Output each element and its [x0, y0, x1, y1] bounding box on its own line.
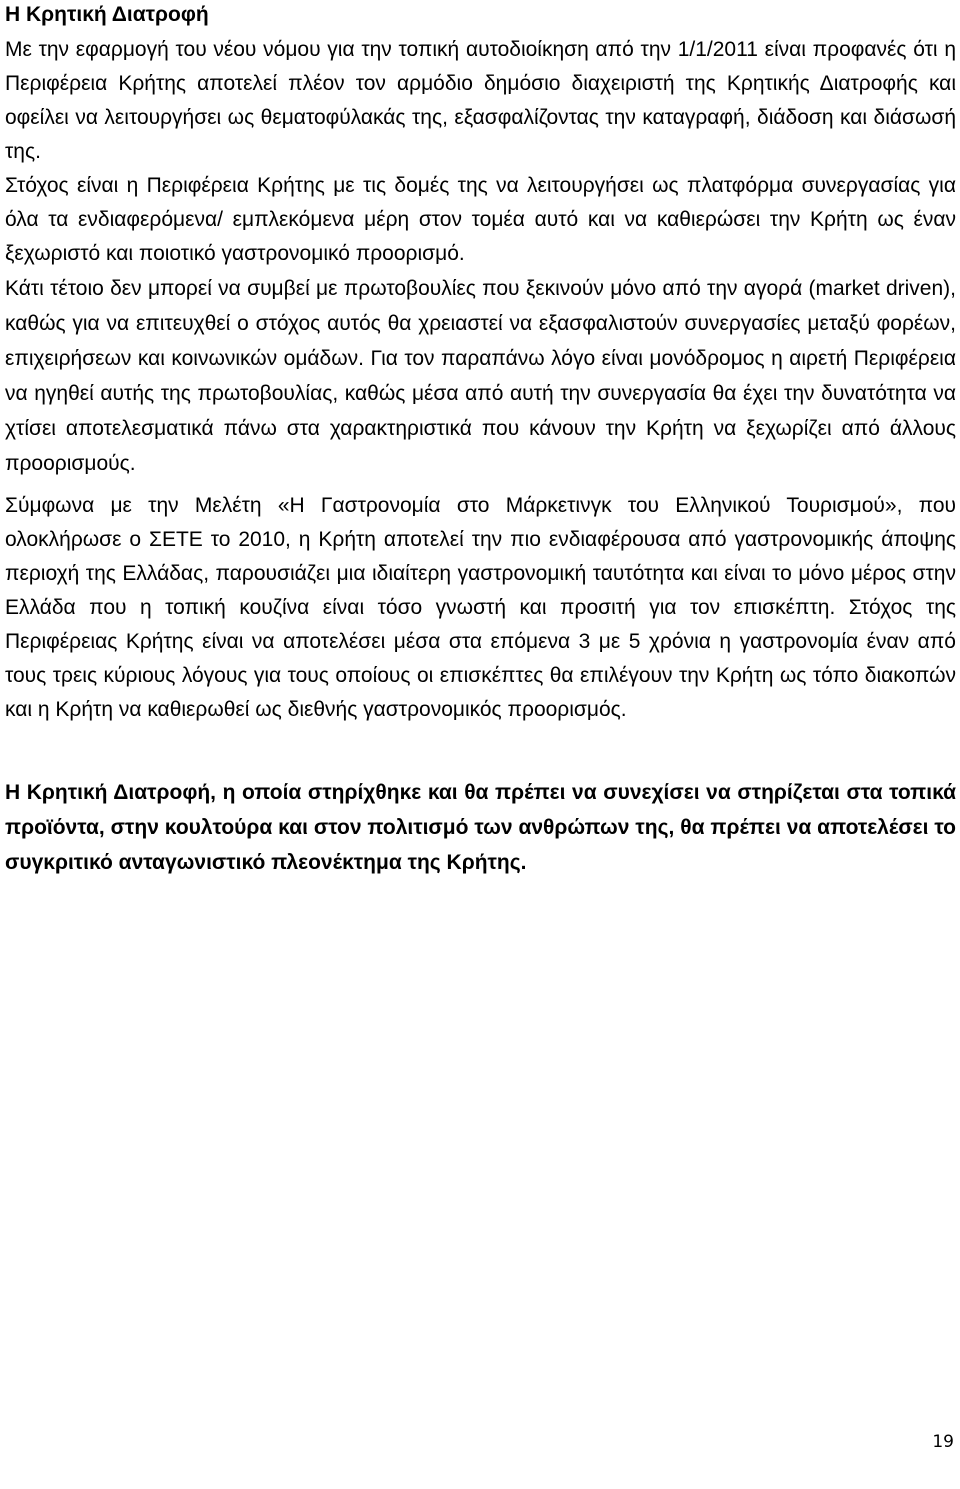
- section-heading: Η Κρητική Διατροφή: [5, 3, 209, 26]
- paragraph-market: Κάτι τέτοιο δεν μπορεί να συμβεί με πρωτοβουλίες που ξεκινούν μόνο από την αγορά (market driven), καθώς για να επιτευχθεί ο στόχος αυτός θα χρειαστεί να εξασφαλιστούν συνεργασίες μεταξύ φορέων, επιχειρήσεων και κοινωνικών ομάδων. Για τον παραπάνω λόγο είναι μονόδρομος η αιρετή Περιφέρεια να ηγηθεί αυτής της πρωτοβουλίας, καθώς μέσα από αυτή την συνεργασία θα έχει την δυνατότητα να χτίσει αποτελεσματικά πάνω στα χαρακτηριστικά που κάνουν την Κρήτη να ξεχωρίζει από άλλους προορισμούς.: [5, 277, 956, 475]
- page-number: 19: [932, 1432, 954, 1452]
- paragraph-conclusion: Η Κρητική Διατροφή, η οποία στηρίχθηκε και θα πρέπει να συνεχίσει να στηρίζεται στα τοπικά προϊόντα, στην κουλτούρα και στον πολιτισμό των ανθρώπων της, θα πρέπει να αποτελέσει το συγκριτικό ανταγωνιστικό πλεονέκτημα της Κρήτης.: [5, 781, 956, 874]
- paragraph-study: Σύμφωνα με την Μελέτη «Η Γαστρονομία στο Μάρκετινγκ του Ελληνικού Τουρισμού», που ολοκλήρωσε ο ΣΕΤΕ το 2010, η Κρήτη αποτελεί την πιο ενδιαφέρουσα από γαστρονομικής άποψης περιοχή της Ελλάδας, παρουσιάζει μια ιδιαίτερη γαστρονομική ταυτότητα και είναι το μόνο μέρος στην Ελλάδα που η τοπική κουζίνα είναι τόσο γνωστή και προσιτή για τον επισκέπτη. Στόχος της Περιφέρειας Κρήτης είναι να αποτελέσει μέσα στα επόμενα 3 με 5 χρόνια η γαστρονομία έναν από τους τρεις κύριους λόγους για τους οποίους οι επισκέπτες θα επιλέγουν την Κρήτη ως τόπο διακοπών και η Κρήτη να καθιερωθεί ως διεθνής γαστρονομικός προορισμός.: [5, 494, 956, 721]
- paragraph-intro: Με την εφαρμογή του νέου νόμου για την τοπική αυτοδιοίκηση από την 1/1/2011 είναι προφανές ότι η Περιφέρεια Κρήτης αποτελεί πλέον τον αρμόδιο δημόσιο διαχειριστή της Κρητικής Διατροφής και οφείλει να λειτουργήσει ως θεματοφύλακάς της, εξασφαλίζοντας την καταγραφή, διάδοση και διάσωσή της.: [5, 38, 956, 163]
- paragraph-goal: Στόχος είναι η Περιφέρεια Κρήτης με τις δομές της να λειτουργήσει ως πλατφόρμα συνεργασίας για όλα τα ενδιαφερόμενα/ εμπλεκόμενα μέρη στον τομέα αυτό και να καθιερώσει την Κρήτη ως έναν ξεχωριστό και ποιοτικό γαστρονομικό προορισμό.: [5, 174, 956, 265]
- document-page: [5, 0, 956, 901]
